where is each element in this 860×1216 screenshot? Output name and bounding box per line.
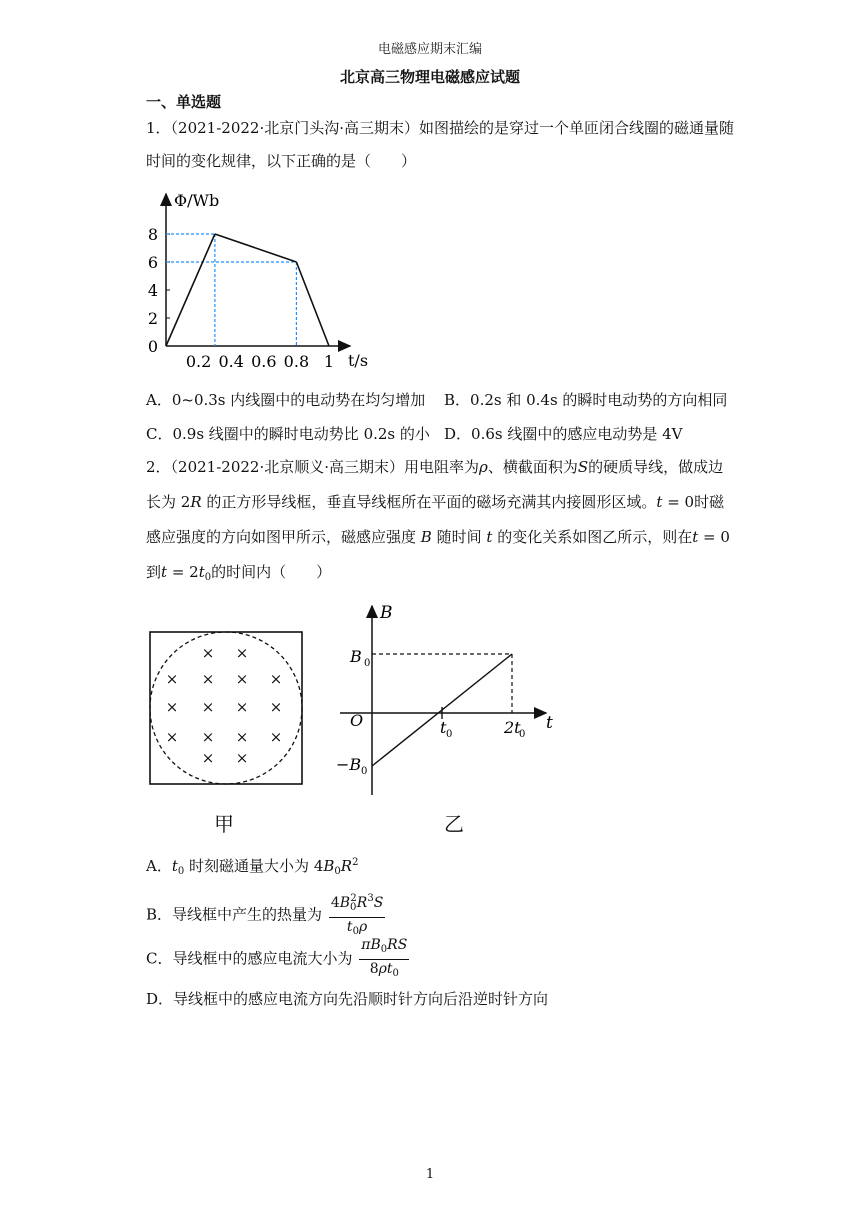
origin-label: O — [350, 711, 364, 730]
magnetic-field-cross-icon: × — [201, 749, 215, 767]
page-number: 1 — [425, 1167, 435, 1182]
magnetic-field-cross-icon: × — [201, 698, 215, 716]
y-tick-label: 0 — [147, 337, 158, 356]
magnetic-field-cross-icon: × — [165, 698, 179, 716]
question-2-option-a: A．$t_0$ 时刻磁通量大小为 $4B_0R^2$ — [146, 857, 359, 877]
section-heading: 一、单选题 — [146, 93, 222, 111]
magnetic-field-cross-icon: × — [269, 698, 283, 716]
y-tick-label: 6 — [147, 253, 158, 272]
magnetic-field-cross-icon: × — [201, 728, 215, 746]
x-axis-label: t/s — [348, 351, 369, 370]
magnetic-field-cross-icon: × — [235, 728, 249, 746]
question-2-stem-line4: 到$t = 2t_0$的时间内（ ） — [146, 563, 332, 583]
neg-b0-label: −B — [336, 755, 362, 774]
y-tick-label: 2 — [147, 309, 158, 328]
x-tick-label: 0.4 — [218, 352, 244, 371]
heat-formula: $\frac{4B_0^2R^3S}{t_0\rho}$ — [329, 890, 385, 941]
flux-line-segment — [215, 234, 297, 262]
flux-line-segment — [296, 262, 329, 346]
question-1-stem-line2: 时间的变化规律，以下正确的是（ ） — [146, 152, 417, 170]
question-2-stem-line2: 长为 2R 的正方形导线框，垂直导线框所在平面的磁场充满其内接圆形区域。t = 0时磁 — [146, 493, 725, 511]
question-2-stem-line3: 感应强度的方向如图甲所示，磁感应强度 B 随时间 t 的变化关系如图乙所示，则在t = 0 — [146, 528, 730, 546]
t-axis-label: t — [546, 713, 553, 733]
question-1-option-c: C．0.9s 线圈中的瞬时电动势比 0.2s 的小 — [146, 425, 430, 443]
x-tick-label: 0.8 — [283, 352, 310, 371]
two-t0-label-sub: 0 — [519, 729, 526, 740]
magnetic-field-cross-icon: × — [201, 670, 215, 688]
x-tick-label: 0.2 — [185, 352, 212, 371]
t0-label-sub: 0 — [446, 729, 453, 740]
b0-label: B — [350, 647, 362, 666]
y-tick-label: 4 — [147, 281, 158, 300]
y-tick-label: 8 — [147, 225, 158, 244]
question-1-option-b: B．0.2s 和 0.4s 的瞬时电动势的方向相同 — [444, 391, 728, 409]
question-2-option-c: C．导线框中的感应电流大小为 $\frac{\pi B_0RS}{8\rho t_0}$ — [146, 936, 411, 983]
current-formula: $\frac{\pi B_0RS}{8\rho t_0}$ — [361, 937, 408, 979]
magnetic-field-cross-icon: × — [269, 728, 283, 746]
t0-label: t — [440, 718, 447, 737]
page-title: 北京高三物理电磁感应试题 — [339, 68, 520, 86]
question-2-stem-line1: 2．（2021-2022·北京顺义·高三期末）用电阻率为ρ、横截面积为S的硬质导线，做成边 — [146, 458, 724, 476]
b-axis-label: B — [380, 603, 393, 623]
question-2-option-b: B．导线框中产生的热量为 $\frac{4B_0^2R^3S}{t_0\rho}$ — [146, 890, 387, 941]
magnetic-field-cross-icon: × — [235, 670, 249, 688]
magnetic-field-cross-icon: × — [201, 644, 215, 662]
question-2-option-d: D．导线框中的感应电流方向先沿顺时针方向后沿逆时针方向 — [146, 990, 549, 1008]
flux-line-segment — [166, 234, 215, 346]
x-tick-label: 0.6 — [251, 352, 277, 371]
magnetic-field-cross-icon: × — [235, 749, 249, 767]
magnetic-field-cross-icon: × — [165, 670, 179, 688]
question-1-option-a: A．0~0.3s 内线圈中的电动势在均匀增加 — [146, 391, 426, 409]
magnetic-field-cross-icon: × — [235, 644, 249, 662]
b0-label-sub: 0 — [364, 658, 371, 669]
y-axis-label: Φ/Wb — [174, 191, 220, 210]
b-time-graph — [332, 600, 562, 800]
question-1-option-d: D．0.6s 线圈中的感应电动势是 4V — [444, 425, 683, 443]
x-tick-label: 1 — [323, 352, 335, 371]
flux-time-graph — [140, 180, 380, 375]
magnetic-field-cross-icon: × — [269, 670, 283, 688]
figure-jia-square-frame — [146, 628, 306, 788]
question-1-stem-line1: 1．（2021-2022·北京门头沟·高三期末）如图描绘的是穿过一个单匝闭合线圈的磁通量随 — [146, 119, 734, 137]
figure-yi-caption: 乙 — [444, 812, 464, 836]
magnetic-field-cross-icon: × — [235, 698, 249, 716]
magnetic-field-cross-icon: × — [165, 728, 179, 746]
figure-jia-caption: 甲 — [214, 812, 234, 836]
neg-b0-label-sub: 0 — [361, 766, 368, 777]
page-header: 电磁感应期末汇编 — [377, 42, 482, 57]
two-t0-label: 2t — [504, 718, 521, 737]
